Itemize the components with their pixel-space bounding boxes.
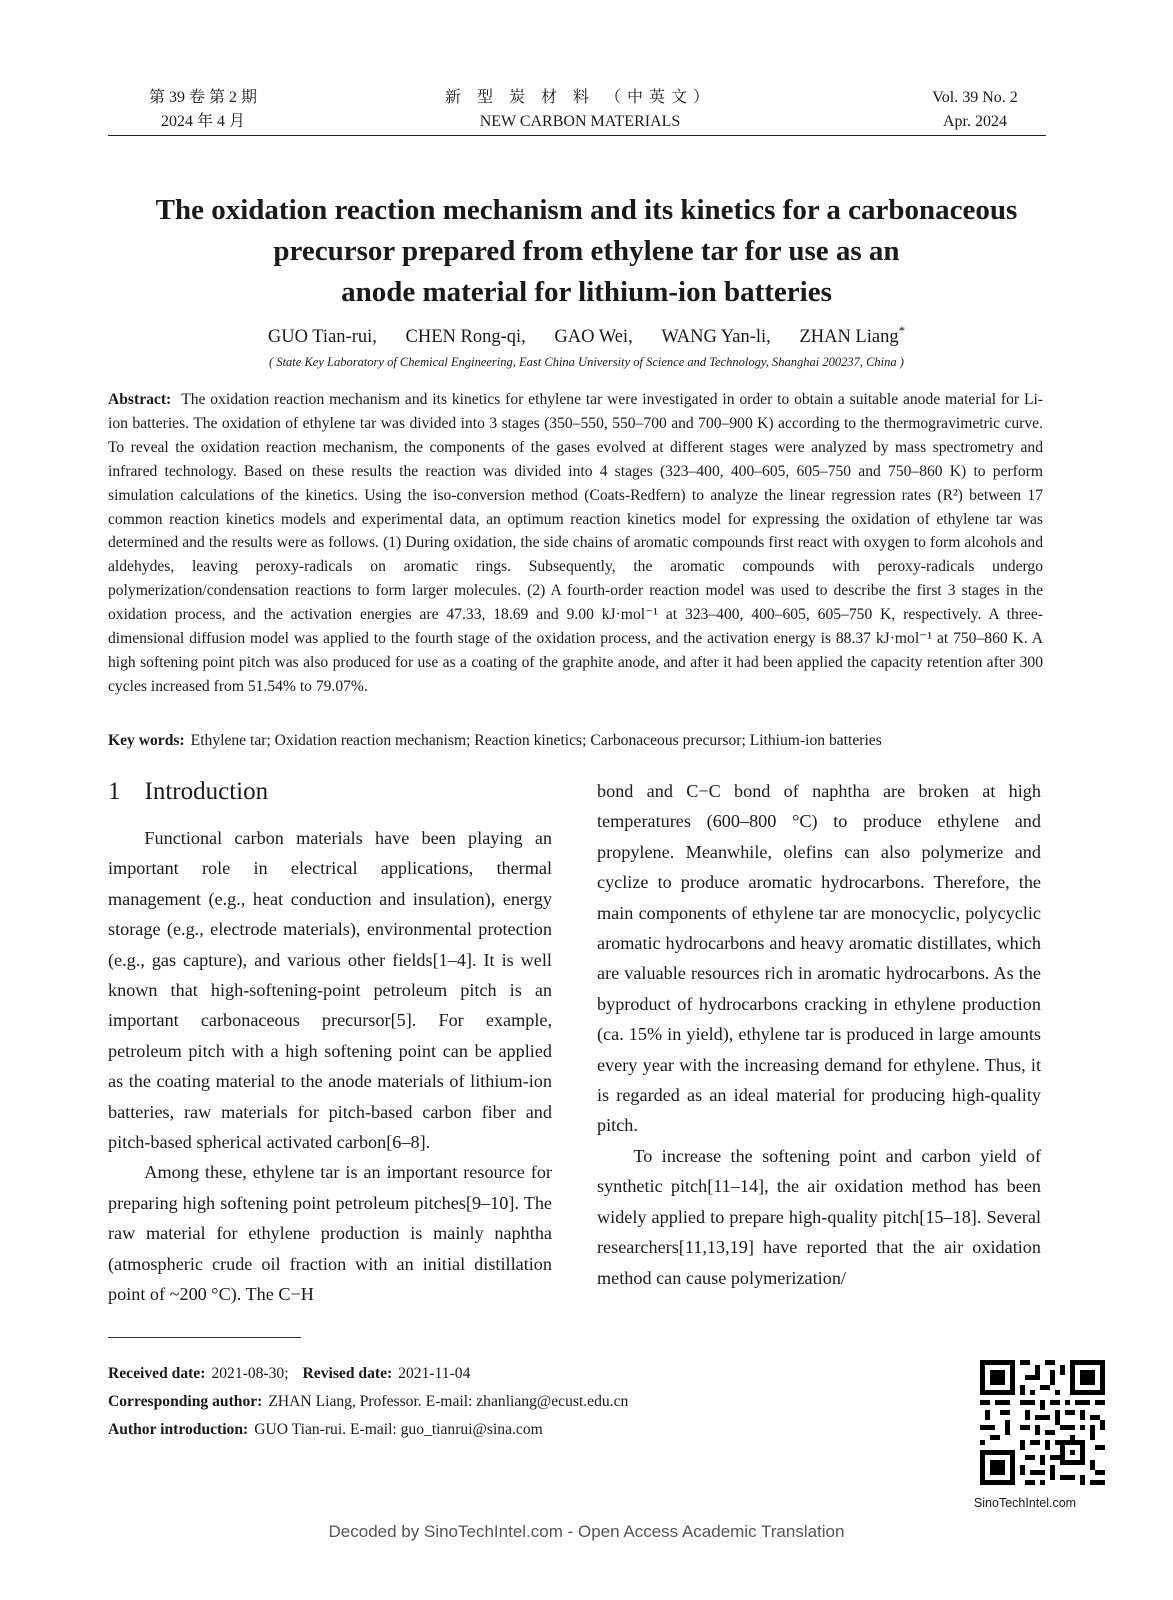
author-name: GUO Tian-rui, <box>267 327 377 348</box>
paragraph: To increase the softening point and carbon yield of synthetic pitch[11–14], the air oxidation method has been widely applied to prepare high-quality pitch[15–18]. Several researchers[11,13,19] have reported that the air oxidation method can cause polymerization/ <box>597 1145 1041 1288</box>
body-column-left <box>108 823 552 1310</box>
translation-banner: Decoded by SinoTechIntel.com - Open Access Academic Translation <box>328 1522 845 1541</box>
footnote-divider <box>108 1337 301 1338</box>
journal-name-en: NEW CARBON MATERIALS <box>479 113 681 130</box>
header-volume-en <box>900 86 1050 134</box>
title-line-3: anode material for lithium-ion batteries <box>341 276 832 308</box>
article-title <box>100 190 1073 313</box>
paragraph: bond and C−C bond of naphtha are broken at high temperatures (600–800 °C) to produce ethylene and propylene. Meanwhile, olefins can also polymerize and cyclize to produce aromatic hydrocarbons. Therefore, the main components of ethylene tar are monocyclic, polycyclic aromatic hydrocarbons and heavy aromatic distillates, which are valuable resources rich in aromatic hydrocarbons. As the byproduct of hydrocarbons cracking in ethylene production (ca. 15% in yield), ethylene tar is produced in large amounts every year with the increasing demand for ethylene. Thus, it is regarded as an ideal material for producing high-quality pitch. <box>597 781 1041 1136</box>
journal-name-cn: 新 型 炭 材 料 （中英文） <box>444 89 715 106</box>
header-divider <box>108 135 1046 136</box>
paragraph: Among these, ethylene tar is an important resource for preparing high softening point petroleum pitches[9–10]. The raw material for ethylene production is mainly naphtha (atmospheric crude oil fraction with an initial distillation point of ~200 °C). The C−H <box>108 1162 552 1305</box>
revised-label: Revised date: <box>302 1365 393 1382</box>
abstract-label: Abstract: <box>108 391 172 408</box>
author-introduction <box>108 1416 808 1444</box>
author-name: CHEN Rong-qi, <box>405 327 526 348</box>
title-line-1: The oxidation reaction mechanism and its kinetics for a carbonaceous <box>155 194 1018 226</box>
author-list <box>0 323 1173 348</box>
title-line-2: precursor prepared from ethylene tar for use as an <box>273 235 900 267</box>
section-title: Introduction <box>144 778 269 805</box>
corresponding-value: ZHAN Liang, Professor. E-mail: zhanliang@ecust.edu.cn <box>268 1393 629 1410</box>
author-intro-label: Author introduction: <box>108 1421 249 1438</box>
header-date-cn: 2024 年 4 月 <box>160 113 245 130</box>
header-volume-cn <box>128 86 278 134</box>
footnotes <box>108 1360 808 1444</box>
author-intro-value: GUO Tian-rui. E-mail: guo_tianrui@sina.com <box>254 1421 543 1438</box>
header-volume-issue-en: Vol. 39 No. 2 <box>932 89 1018 106</box>
qr-caption: SinoTechIntel.com <box>973 1496 1077 1510</box>
affiliation: ( State Key Laboratory of Chemical Engineering, East China University of Science and Technology, Shanghai 200237, China ) <box>269 355 904 369</box>
corresponding-author <box>108 1388 808 1416</box>
abstract <box>108 388 1043 699</box>
paragraph: Functional carbon materials have been playing an important role in electrical applications, thermal management (e.g., heat conduction and insulation), energy storage (e.g., electrode materials), environmental protection (e.g., gas capture), and various other fields[1–4]. It is well known that high-softening-point petroleum pitch is an important carbonaceous precursor[5]. For example, petroleum pitch with a high softening point can be applied as the coating material to the anode materials of lithium-ion batteries, raw materials for pitch-based carbon fiber and pitch-based spherical activated carbon[6–8]. <box>108 828 552 1153</box>
author-name: GAO Wei, <box>554 327 633 348</box>
section-number: 1 <box>108 778 121 805</box>
qr-code-icon[interactable] <box>980 1360 1105 1485</box>
received-dates <box>108 1360 808 1388</box>
keywords <box>108 729 1043 753</box>
header-journal <box>430 86 730 134</box>
author-name: WANG Yan-li, <box>661 327 771 348</box>
section-heading <box>108 778 268 806</box>
keywords-label: Key words: <box>108 732 185 749</box>
keywords-text: Ethylene tar; Oxidation reaction mechanism; Reaction kinetics; Carbonaceous precursor; Lithium-ion batteries <box>190 732 882 749</box>
header-date-en: Apr. 2024 <box>943 113 1007 130</box>
received-label: Received date: <box>108 1365 206 1382</box>
header-volume-issue-cn: 第 39 卷 第 2 期 <box>148 89 257 106</box>
abstract-text: The oxidation reaction mechanism and its kinetics for ethylene tar were investigated in order to obtain a suitable anode material for Li-ion batteries. The oxidation of ethylene tar was divided into 3 stages (350–550, 550–700 and 700–900 K) according to the thermogravimetric curve. To reveal the oxidation reaction mechanism, the components of the gases evolved at different stages were analyzed by mass spectrometry and infrared technology. Based on these results the reaction was divided into 4 stages (323–400, 400–605, 605–750 and 750–860 K) to perform simulation calculations of the kinetics. Using the iso-conversion method (Coats-Redfern) to analyze the linear regression rates (R²) between 17 common reaction kinetics models and experimental data, an optimum reaction kinetics model for expressing the oxidation of ethylene tar was determined and the results were as follows. (1) During oxidation, the side chains of aromatic compounds first react with oxygen to form alcohols and aldehydes, leaving peroxy-radicals on aromatic rings. Subsequently, the aromatic compounds with peroxy-radicals undergo polymerization/condensation reactions to form larger molecules. (2) A fourth-order reaction model was used to describe the first 3 stages in the oxidation process, and the activation energies are 47.33, 18.69 and 9.00 kJ·mol⁻¹ at 323–400, 400–605, 605–750 K, respectively. A three-dimensional diffusion model was applied to the fourth stage of the oxidation process, and the activation energy is 88.37 kJ·mol⁻¹ at 750–860 K. A high softening point pitch was also produced for use as a coating of the graphite anode, and after it had been applied the capacity retention after 300 cycles increased from 51.54% to 79.07%. <box>108 391 1043 695</box>
author-name-corresponding <box>799 323 906 348</box>
author-name: ZHAN Liang <box>799 327 899 348</box>
revised-value: 2021-11-04 <box>398 1365 471 1382</box>
body-column-right <box>597 776 1041 1293</box>
corresponding-label: Corresponding author: <box>108 1393 263 1410</box>
corresponding-author-mark: * <box>898 323 906 338</box>
received-value: 2021-08-30; <box>211 1365 289 1382</box>
